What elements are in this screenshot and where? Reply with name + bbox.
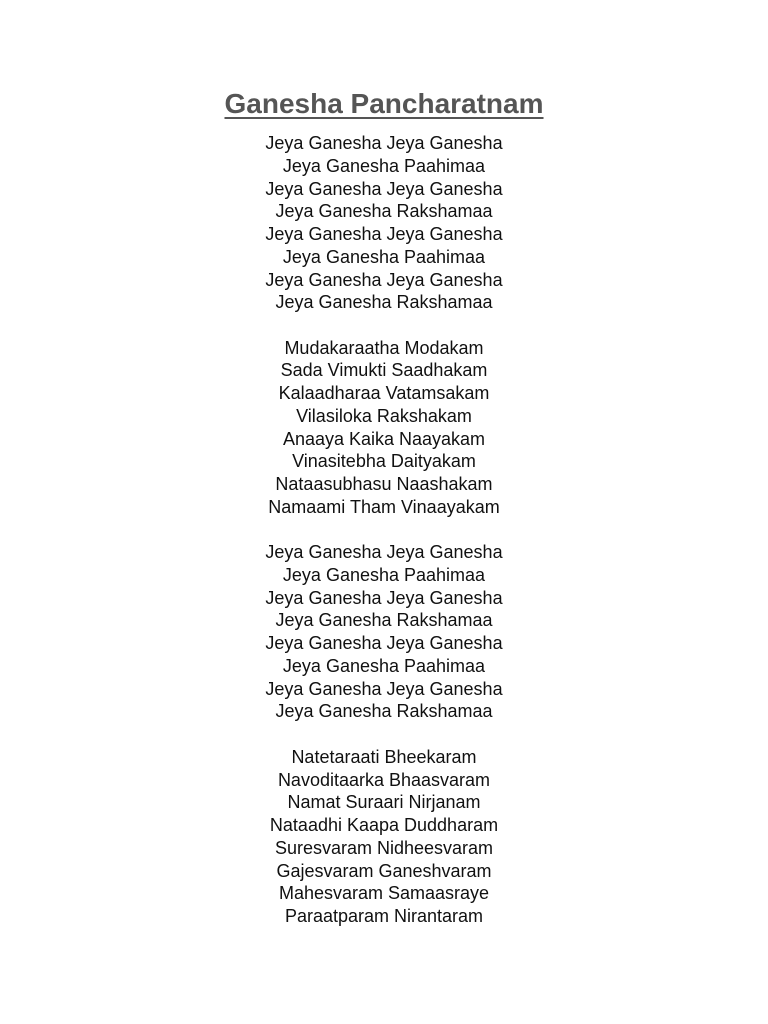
lyric-line: Jeya Ganesha Rakshamaa [275,610,493,631]
lyrics-body [0,132,768,950]
lyric-line: Mudakaraatha Modakam [284,337,484,358]
lyric-line: Jeya Ganesha Jeya Ganesha [265,587,503,608]
lyric-line: Jeya Ganesha Rakshamaa [275,701,493,722]
lyric-line: Natetaraati Bheekaram [291,746,477,767]
stanza-2-verse [0,337,768,519]
lyric-line: Jeya Ganesha Jeya Ganesha [265,678,503,699]
lyric-line: Sada Vimukti Saadhakam [280,360,488,381]
document-title-container [0,86,768,122]
lyric-line: Anaaya Kaika Naayakam [282,428,486,449]
lyric-line: Jeya Ganesha Jeya Ganesha [265,224,503,244]
lyric-line: Jeya Ganesha Jeya Ganesha [265,633,503,654]
lyric-line: Namaami Tham Vinaayakam [268,496,500,517]
lyric-line: Jeya Ganesha Paahimaa [282,655,486,676]
lyric-line: Jeya Ganesha Rakshamaa [275,201,493,222]
lyric-line: Nataadhi Kaapa Duddharam [269,815,499,836]
lyric-line: Jeya Ganesha Jeya Ganesha [265,133,503,153]
lyric-line: Jeya Ganesha Paahimaa [282,246,486,267]
lyric-line: Vilasiloka Rakshakam [296,405,472,426]
lyric-line: Vinasitebha Daityakam [292,451,476,472]
lyric-line: Kalaadharaa Vatamsakam [278,383,490,404]
stanza-3-chorus [0,541,768,723]
document-title: Ganesha Pancharatnam [224,88,544,119]
lyric-line: Jeya Ganesha Jeya Ganesha [265,178,503,199]
lyric-line: Nataasubhasu Naashakam [275,474,493,495]
lyric-line: Jeya Ganesha Paahimaa [282,564,486,585]
lyric-line: Jeya Ganesha Jeya Ganesha [265,542,503,563]
lyric-line: Paraatparam Nirantaram [284,906,484,927]
lyric-line: Jeya Ganesha Rakshamaa [275,292,493,313]
stanza-4-verse [0,746,768,928]
lyric-line: Mahesvaram Samaasraye [278,883,490,904]
lyric-line: Jeya Ganesha Paahimaa [282,155,486,176]
stanza-1-chorus [0,132,768,314]
lyric-line: Gajesvaram Ganeshvaram [276,860,492,881]
lyric-line: Suresvaram Nidheesvaram [274,837,494,858]
lyric-line: Navoditaarka Bhaasvaram [277,769,491,790]
lyric-line: Jeya Ganesha Jeya Ganesha [265,269,503,290]
lyric-line: Namat Suraari Nirjanam [287,792,481,813]
